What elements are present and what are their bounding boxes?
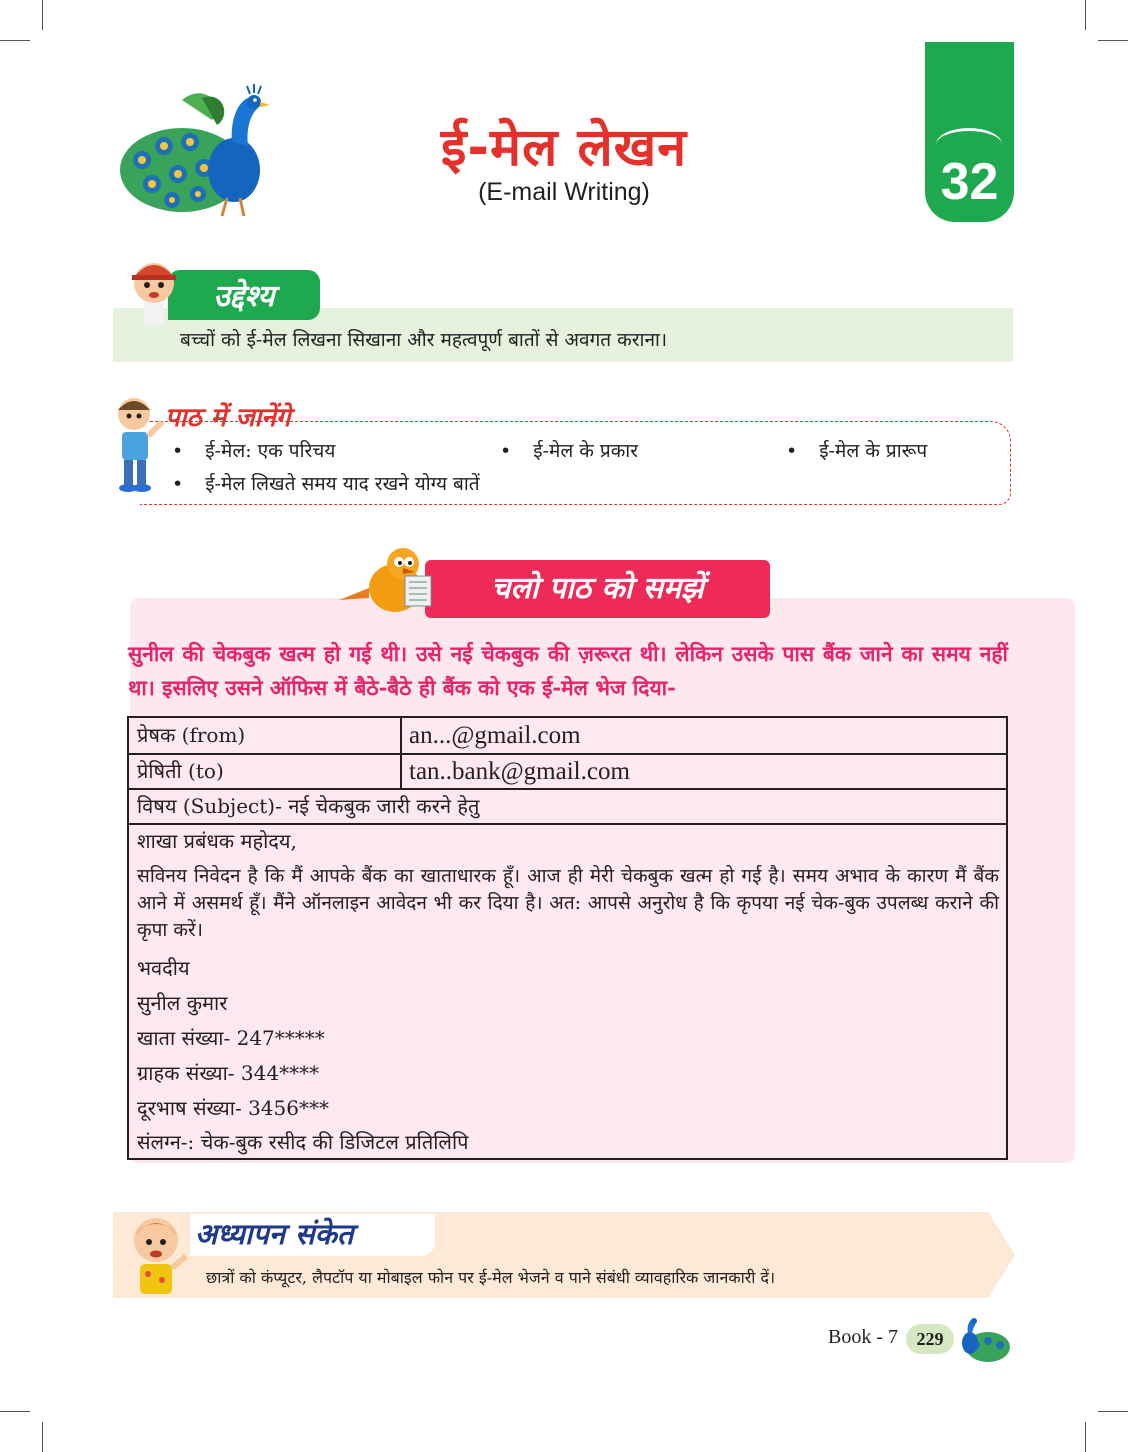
email-from-label: प्रेषक (from): [137, 723, 246, 747]
learn-item: • ई-मेल: एक परिचय: [172, 437, 335, 463]
crop-mark: [0, 40, 30, 41]
chapter-title-hindi: ई-मेल लेखन: [440, 118, 688, 178]
peacock-small-icon: [954, 1315, 1012, 1365]
email-customer-number: ग्राहक संख्या- 344****: [137, 1061, 320, 1085]
learn-title: पाठ में जानेंगे: [165, 403, 291, 433]
teaching-hint-text: छात्रों को कंप्यूटर, लैपटॉप या मोबाइल फोन पर ई-मेल भेजने व पाने संबंधी व्यावहारिक जानकारी दें।: [206, 1268, 776, 1287]
teaching-hint-title: अध्यापन संकेत: [195, 1217, 354, 1251]
section-banner-title: चलो पाठ को समझें: [491, 571, 704, 606]
email-to-label: प्रेषिती (to): [137, 759, 224, 783]
boy-pointing-icon: [108, 392, 164, 492]
email-closing: भवदीय: [137, 956, 190, 980]
intro-paragraph: सुनील की चेकबुक खत्म हो गई थी। उसे नई चेकबुक की ज़रूरत थी। लेकिन उसके पास बैंक जाने का समय नहीं था। इसलिए उसने ऑफिस में बैठे-बैठे ही बैंक को एक ई-मेल भेज दिया-: [128, 641, 1008, 700]
learn-item: • ई-मेल लिखते समय याद रखने योग्य बातें: [172, 470, 480, 496]
email-subject: विषय (Subject)- नई चेकबुक जारी करने हेतु: [137, 794, 480, 818]
page-number: 229: [906, 1324, 954, 1354]
crop-mark: [0, 1411, 30, 1412]
objective-text: बच्चों को ई-मेल लिखना सिखाना और महत्वपूर्ण बातों से अवगत कराना।: [180, 329, 668, 351]
email-table: [127, 716, 1008, 1160]
email-to-value: tan..bank@gmail.com: [409, 758, 630, 785]
crop-mark: [1098, 40, 1128, 41]
crop-mark: [42, 0, 43, 30]
email-from-value: an...@gmail.com: [409, 722, 581, 749]
email-body: सविनय निवेदन है कि मैं आपके बैंक का खाताधारक हूँ। आज ही मेरी चेकबुक खत्म हो गई है। समय अभाव के कारण मैं बैंक आने में असमर्थ हूँ। मैंने ऑनलाइन आवेदन भी कर दिया है। अत: आपसे अनुरोध है कि कृपया नई चेक-बुक उपलब्ध कराने की कृपा करें।: [137, 865, 999, 941]
objective-title: उद्देश्य: [213, 279, 275, 314]
boy-cartoon-icon: [126, 253, 182, 325]
learn-item: • ई-मेल के प्रकार: [500, 437, 638, 463]
email-attachment: संलग्न-: चेक-बुक रसीद की डिजिटल प्रतिलिपि: [137, 1130, 469, 1154]
email-sender-name: सुनील कुमार: [137, 991, 228, 1015]
crop-mark: [1098, 1411, 1128, 1412]
crop-mark: [1085, 1422, 1086, 1452]
learn-item: • ई-मेल के प्रारूप: [786, 437, 927, 463]
book-label: Book - 7: [828, 1326, 898, 1348]
chapter-number: 32: [940, 153, 999, 211]
chapter-title-english: (E-mail Writing): [478, 178, 650, 206]
bird-reading-icon: [335, 540, 435, 620]
email-phone-number: दूरभाष संख्या- 3456***: [137, 1096, 329, 1120]
email-account-number: खाता संख्या- 247*****: [137, 1026, 325, 1050]
crop-mark: [1085, 0, 1086, 30]
email-salutation: शाखा प्रबंधक महोदय,: [137, 829, 297, 853]
boy-waving-icon: [126, 1210, 192, 1296]
crop-mark: [42, 1422, 43, 1452]
